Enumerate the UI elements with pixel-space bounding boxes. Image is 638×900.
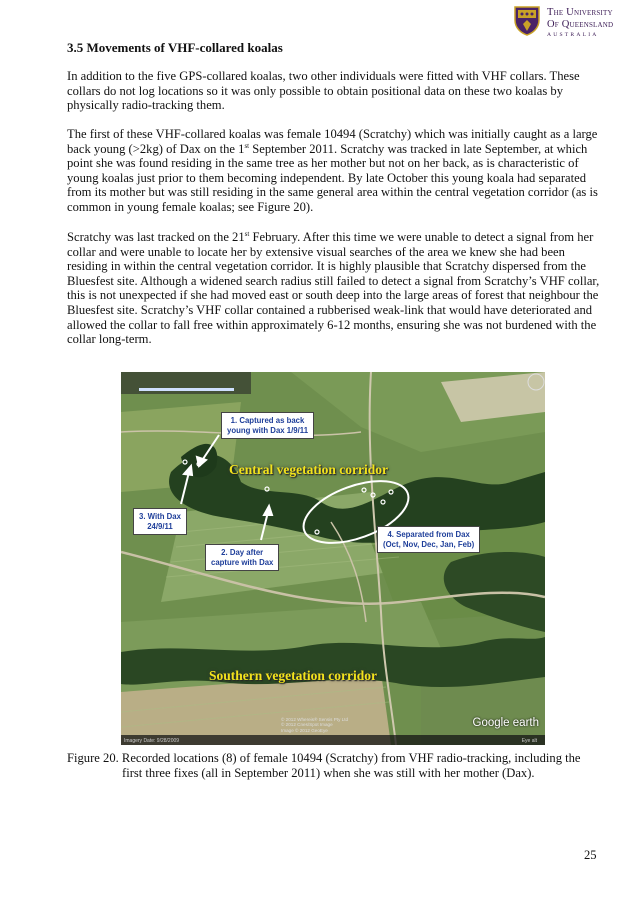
map-credits xyxy=(281,717,348,734)
paragraph-2-sup: st xyxy=(244,141,250,150)
logo-line-2: Of Queensland xyxy=(547,19,614,30)
figure-map xyxy=(121,372,545,745)
callout-separated: 4. Separated from Dax (Oct, Nov, Dec, Jan, Feb) xyxy=(377,526,480,553)
paragraph-3-sup: st xyxy=(244,229,250,238)
caption-line-1: Figure 20. Recorded locations (8) of female 10494 (Scratchy) from VHF radio-tracking, including the xyxy=(67,751,581,765)
callout-day-after: 2. Day after capture with Dax xyxy=(205,544,279,571)
logo-line-1: The University xyxy=(547,7,613,18)
uq-crest-icon xyxy=(514,6,540,36)
callout-with-dax: 3. With Dax 24/9/11 xyxy=(133,508,187,535)
caption-line-2: first three fixes (all in September 2011) when she was still with her mother (Dax). xyxy=(122,765,535,780)
paragraph-2-part-a: The first of these VHF-collared koalas was female 10494 (Scratchy) which was initially caught as a large back young (>2kg) of Dax on the 1 xyxy=(67,127,598,156)
credit-line-3: Image © 2012 GeoEye xyxy=(281,727,328,733)
credit-line-2: © 2012 Cnes/Spot Image xyxy=(281,722,333,727)
eye-altitude: Eye alt xyxy=(521,738,537,744)
map-status-bar xyxy=(121,735,545,745)
google-earth-logo: Google earth xyxy=(472,717,539,729)
label-central-corridor: Central vegetation corridor xyxy=(229,462,388,477)
section-heading: 3.5 Movements of VHF-collared koalas xyxy=(67,40,283,55)
paragraph-2-part-b: September 2011. Scratchy was tracked in late September, at which point she was found residing in the same tree as her mother but not on her back, as is characteristic of young koalas just prior to them becoming independent. By late October this young koala had separated from its mother but was still residing in the same general area within the central vegetation corridor (as is common in young female koalas; see Figure 20). xyxy=(67,141,598,214)
credit-line-1: © 2012 Whereis® Sensis Pty Ltd xyxy=(281,716,349,722)
paragraph-2 xyxy=(67,127,603,215)
paragraph-1: In addition to the five GPS-collared koalas, two other individuals were fitted with VHF collars. These collars do not log locations so it was only possible to obtain positional data on these two koalas by physically radio-tracking them. xyxy=(67,69,580,113)
aerial-map-image xyxy=(121,372,545,745)
page-number: 25 xyxy=(584,848,597,862)
callout-captured: 1. Captured as back young with Dax 1/9/11 xyxy=(221,412,314,439)
logo-line-3: AUSTRALIA xyxy=(547,32,599,38)
figure-caption xyxy=(67,751,607,780)
uq-logo xyxy=(514,4,638,40)
label-southern-corridor: Southern vegetation corridor xyxy=(209,668,377,683)
paragraph-3 xyxy=(67,230,603,347)
paragraph-3-part-a: Scratchy was last tracked on the 21 xyxy=(67,230,245,244)
paragraph-3-part-b: February. After this time we were unable to detect a signal from her collar and were unable to locate her by extensive visual searches of the area we knew she had been residing in within the central vegetation corridor. It is highly plausible that Scratchy dispersed from the Bluesfest site. Although a widened search radius still failed to detect a signal from Scratchy’s VHF collar, this is not unexpected if she had moved east or south deep into the large areas of forest that neighbour the Bluesfest site. Scratchy’s VHF collar contained a rubberised weak-link that would have deteriorated and allowed the collar to fall free within approximately 6-12 months, ensuring she was not burdened with the collar long-term. xyxy=(67,230,600,347)
imagery-date: Imagery Date: 9/28/2009 xyxy=(124,738,180,744)
